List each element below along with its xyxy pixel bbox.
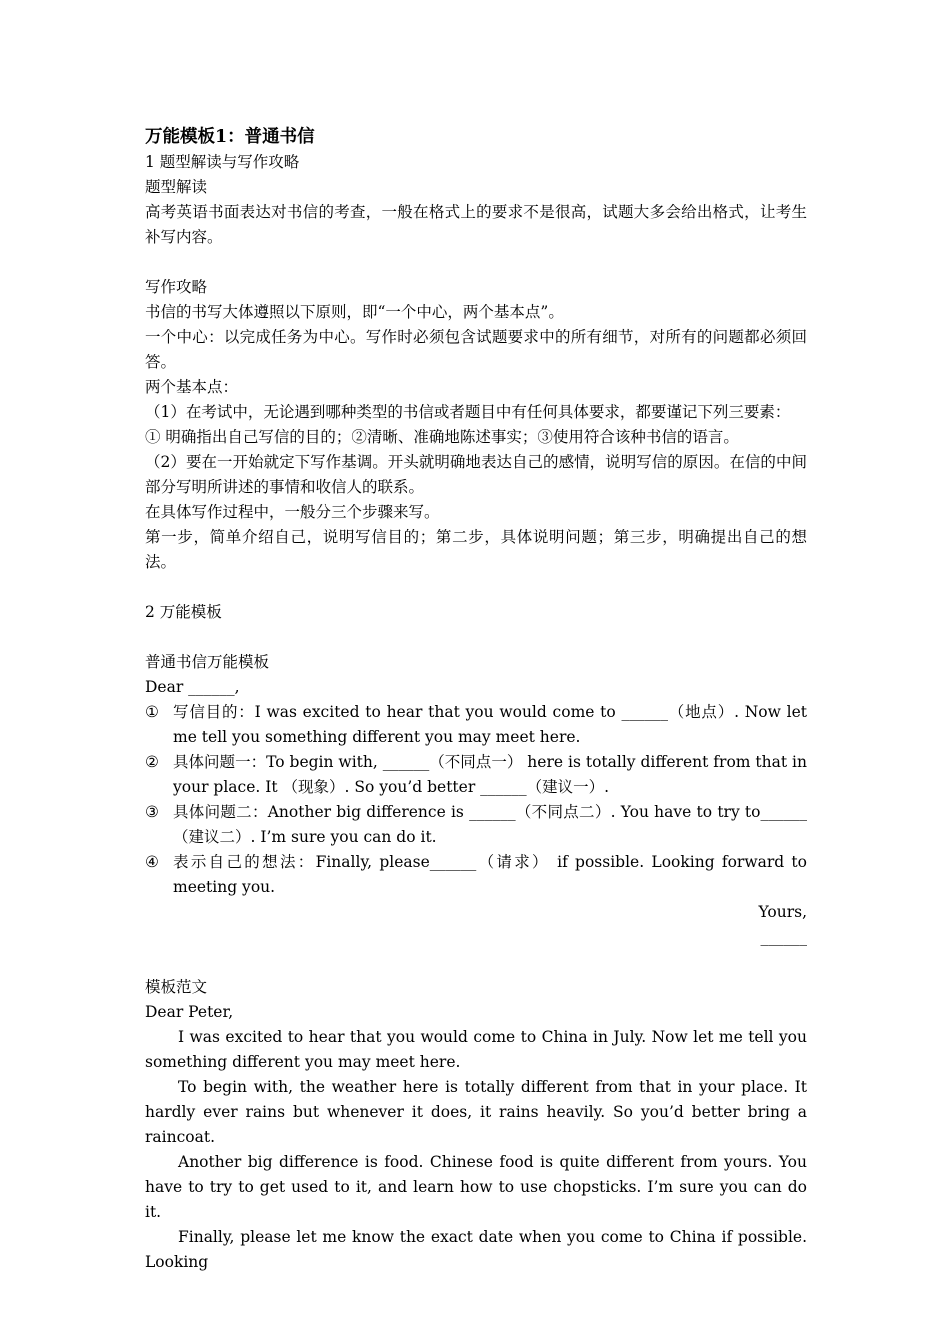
paragraph: （2）要在一开始就定下写作基调。开头就明确地表达自己的感情，说明写信的原因。在信的中间部分写明所讲述的事情和收信人的联系。: [145, 453, 807, 496]
sample-salutation: Dear Peter,: [145, 1003, 234, 1021]
item-number: ②: [145, 753, 159, 771]
sample-title: 模板范文: [145, 978, 208, 996]
paragraph: ① 明确指出自己写信的目的；②清晰、准确地陈述事实；③使用符合该种书信的语言。: [145, 428, 739, 446]
closing: Yours,: [758, 903, 807, 921]
paragraph: 第一步，简单介绍自己，说明写信目的；第二步，具体说明问题；第三步，明确提出自己的想法。: [145, 528, 807, 571]
template-title: 普通书信万能模板: [145, 653, 270, 671]
item-text: 具体问题一：To begin with, ______（不同点一） here is totally different from that in your place. It （现象）. So you’d better ______（建议一）.: [173, 753, 807, 796]
section-heading: 1 题型解读与写作攻略: [145, 153, 300, 171]
template-item: [145, 800, 807, 850]
subsection-heading: 题型解读: [145, 178, 208, 196]
paragraph: 一个中心：以完成任务为中心。写作时必须包含试题要求中的所有细节，对所有的问题都必须回答。: [145, 328, 807, 371]
sample-paragraph: I was excited to hear that you would come to China in July. Now let me tell you something different you may meet here.: [145, 1028, 807, 1071]
signature-line: ______: [760, 928, 807, 946]
item-text: 表示自己的想法：Finally, please______（请求） if possible. Looking forward to meeting you.: [173, 853, 807, 896]
paragraph: 在具体写作过程中，一般分三个步骤来写。: [145, 503, 440, 521]
document-body: [145, 124, 807, 1275]
subsection-heading: 写作攻略: [145, 278, 208, 296]
paragraph: 高考英语书面表达对书信的考查，一般在格式上的要求不是很高，试题大多会给出格式，让考生补写内容。: [145, 203, 807, 246]
sample-paragraph: Finally, please let me know the exact date when you come to China if possible. Looking: [145, 1228, 807, 1271]
item-number: ④: [145, 853, 159, 871]
item-text: 具体问题二：Another big difference is ______（不同点二）. You have to try to______（建议二）. I’m sure you can do it.: [173, 803, 807, 846]
paragraph: （1）在考试中，无论遇到哪种类型的书信或者题目中有任何具体要求，都要谨记下列三要素：: [145, 403, 791, 421]
page-title: 万能模板1：普通书信: [145, 127, 315, 147]
template-item: [145, 700, 807, 750]
template-salutation: Dear ______,: [145, 678, 240, 696]
item-number: ③: [145, 803, 159, 821]
section-heading: 2 万能模板: [145, 603, 222, 621]
item-number: ①: [145, 703, 159, 721]
paragraph: 两个基本点：: [145, 378, 239, 396]
item-text: 写信目的：I was excited to hear that you would come to ______（地点）. Now let me tell you something different you may meet here.: [173, 703, 807, 746]
template-item: [145, 850, 807, 900]
paragraph: 书信的书写大体遵照以下原则，即“一个中心，两个基本点”。: [145, 303, 564, 321]
template-item: [145, 750, 807, 800]
sample-paragraph: To begin with, the weather here is totally different from that in your place. It hardly ever rains but whenever it does, it rains heavily. So you’d better bring a raincoat.: [145, 1078, 807, 1146]
sample-paragraph: Another big difference is food. Chinese food is quite different from yours. You have to try to get used to it, and learn how to use chopsticks. I’m sure you can do it.: [145, 1153, 807, 1221]
